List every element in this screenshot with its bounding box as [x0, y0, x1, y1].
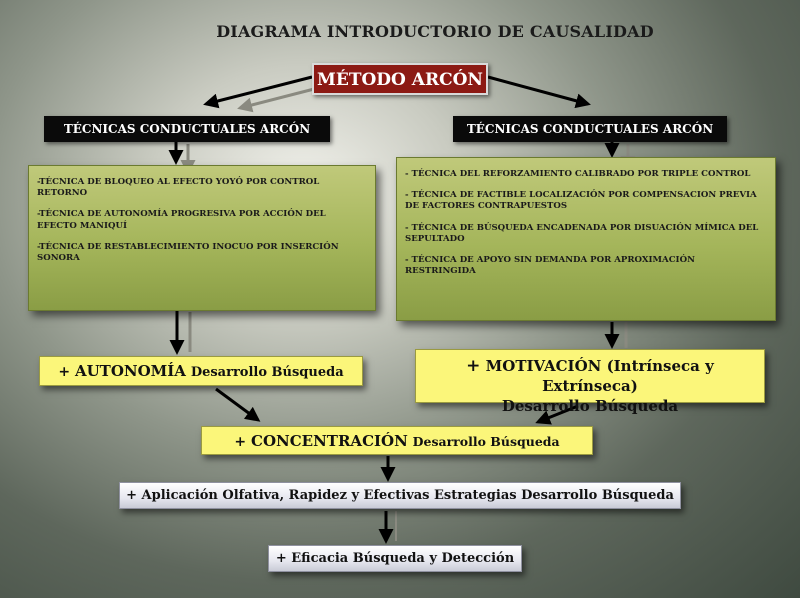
arrow-method-to-right	[488, 77, 588, 104]
right-techniques-box	[396, 157, 776, 321]
right-technique-3: - TÉCNICA DE BÚSQUEDA ENCADENADA POR DISUACIÓN MÍMICA DEL SEPULTADO	[405, 222, 759, 244]
concentration-desc: Desarrollo Búsqueda	[412, 434, 560, 449]
motivation-box	[415, 349, 765, 415]
arrow-method-to-left	[206, 77, 312, 104]
left-technique-3: -TÉCNICA DE RESTABLECIMIENTO INOCUO POR INSERCIÓN SONORA	[37, 241, 339, 263]
motivation-line2: Desarrollo Búsqueda	[501, 397, 679, 415]
right-technique-4: - TÉCNICA DE APOYO SIN DEMANDA POR APROXIMACIÓN RESTRINGIDA	[405, 254, 695, 277]
concentration-box	[201, 426, 593, 455]
method-box: MÉTODO ARCÓN	[312, 63, 488, 95]
arrow-autonomy-to-concentration	[216, 389, 258, 420]
right-techniques-header: TÉCNICAS CONDUCTUALES ARCÓN	[453, 116, 727, 142]
motivation-line1	[416, 356, 764, 396]
motivation-label: MOTIVACIÓN (Intrínseca y Extrínseca)	[485, 357, 714, 395]
diagram-title: DIAGRAMA INTRODUCTORIO DE CAUSALIDAD	[216, 22, 654, 41]
autonomy-desc: Desarrollo Búsqueda	[190, 365, 344, 380]
right-technique-2: - TÉCNICA DE FACTIBLE LOCALIZACIÓN POR COMPENSACION PREVIA DE FACTORES CONTRAPUESTOS	[405, 190, 757, 212]
left-techniques-box	[28, 165, 376, 311]
left-technique-2: -TÉCNICA DE AUTONOMÍA PROGRESIVA POR ACCIÓN DEL EFECTO MANIQUÍ	[37, 209, 326, 231]
concentration-label: CONCENTRACIÓN	[251, 432, 408, 450]
efficacy-box: + Eficacia Búsqueda y Detección	[268, 545, 522, 572]
right-technique-1: - TÉCNICA DEL REFORZAMIENTO CALIBRADO POR TRIPLE CONTROL	[405, 169, 751, 179]
autonomy-box	[39, 356, 363, 386]
left-technique-1: -TÉCNICA DE BLOQUEO AL EFECTO YOYÓ POR CONTROL RETORNO	[37, 177, 320, 199]
motivation-plus: +	[466, 356, 481, 376]
left-techniques-header: TÉCNICAS CONDUCTUALES ARCÓN	[44, 116, 330, 142]
autonomy-plus: +	[58, 364, 71, 380]
autonomy-label: AUTONOMÍA	[74, 362, 186, 380]
olfactory-box: + Aplicación Olfativa, Rapidez y Efectivas Estrategias Desarrollo Búsqueda	[119, 482, 681, 509]
concentration-plus: +	[234, 434, 247, 450]
